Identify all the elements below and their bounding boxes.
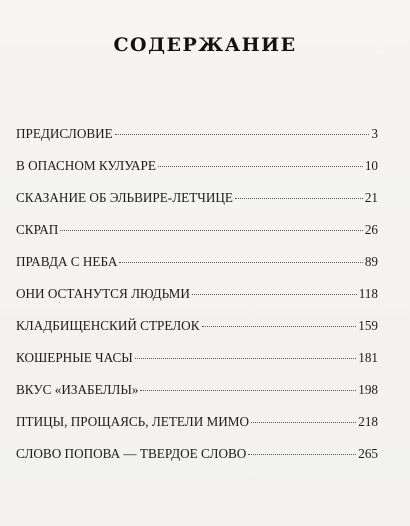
toc-entry-title: В ОПАСНОМ КУЛУАРЕ	[16, 158, 156, 173]
toc-entry-title: КОШЕРНЫЕ ЧАСЫ	[16, 350, 133, 365]
toc-entry-title: СЛОВО ПОПОВА — ТВЕРДОЕ СЛОВО	[16, 446, 247, 461]
toc-entry	[16, 445, 378, 477]
dot-leader	[140, 390, 356, 391]
toc-entry-page: 26	[364, 222, 378, 237]
toc-entry	[16, 189, 378, 221]
dot-leader	[115, 134, 370, 135]
toc-entry	[16, 125, 378, 157]
toc-entry-page: 181	[358, 350, 378, 365]
toc-entry-page: 218	[358, 414, 378, 429]
dot-leader	[192, 294, 357, 295]
dot-leader	[235, 198, 363, 199]
toc-entry-title: ПРАВДА С НЕБА	[16, 254, 118, 269]
toc-entry-title: ВКУС «ИЗАБЕЛЛЫ»	[16, 382, 139, 397]
toc-entry	[16, 317, 378, 349]
toc-entry	[16, 349, 378, 381]
table-of-contents	[16, 125, 378, 477]
toc-entry	[16, 413, 378, 445]
toc-entry	[16, 221, 378, 253]
toc-entry-page: 118	[358, 286, 378, 301]
toc-entry-title: СКАЗАНИЕ ОБ ЭЛЬВИРЕ-ЛЕТЧИЦЕ	[16, 190, 233, 205]
toc-entry	[16, 285, 378, 317]
toc-entry	[16, 253, 378, 285]
page-title: СОДЕРЖАНИЕ	[113, 34, 297, 56]
toc-entry-title: СКРАП	[16, 222, 59, 237]
toc-entry-page: 3	[371, 126, 378, 141]
toc-entry-title: ПТИЦЫ, ПРОЩАЯСЬ, ЛЕТЕЛИ МИМО	[16, 414, 250, 429]
dot-leader	[158, 166, 363, 167]
dot-leader	[135, 358, 356, 359]
toc-entry-title: ОНИ ОСТАНУТСЯ ЛЮДЬМИ	[16, 286, 190, 301]
dot-leader	[60, 230, 363, 231]
toc-entry-title: ПРЕДИСЛОВИЕ	[16, 126, 113, 141]
toc-entry	[16, 381, 378, 413]
toc-entry-page: 198	[358, 382, 378, 397]
toc-entry-title: КЛАДБИЩЕНСКИЙ СТРЕЛОК	[16, 318, 200, 333]
toc-entry-page: 265	[358, 446, 378, 461]
toc-entry-page: 89	[364, 254, 378, 269]
toc-entry-page: 10	[364, 158, 378, 173]
toc-entry	[16, 157, 378, 189]
toc-entry-page: 159	[358, 318, 378, 333]
dot-leader	[248, 454, 356, 455]
dot-leader	[119, 262, 362, 263]
dot-leader	[251, 422, 356, 423]
toc-entry-page: 21	[364, 190, 378, 205]
dot-leader	[202, 326, 357, 327]
